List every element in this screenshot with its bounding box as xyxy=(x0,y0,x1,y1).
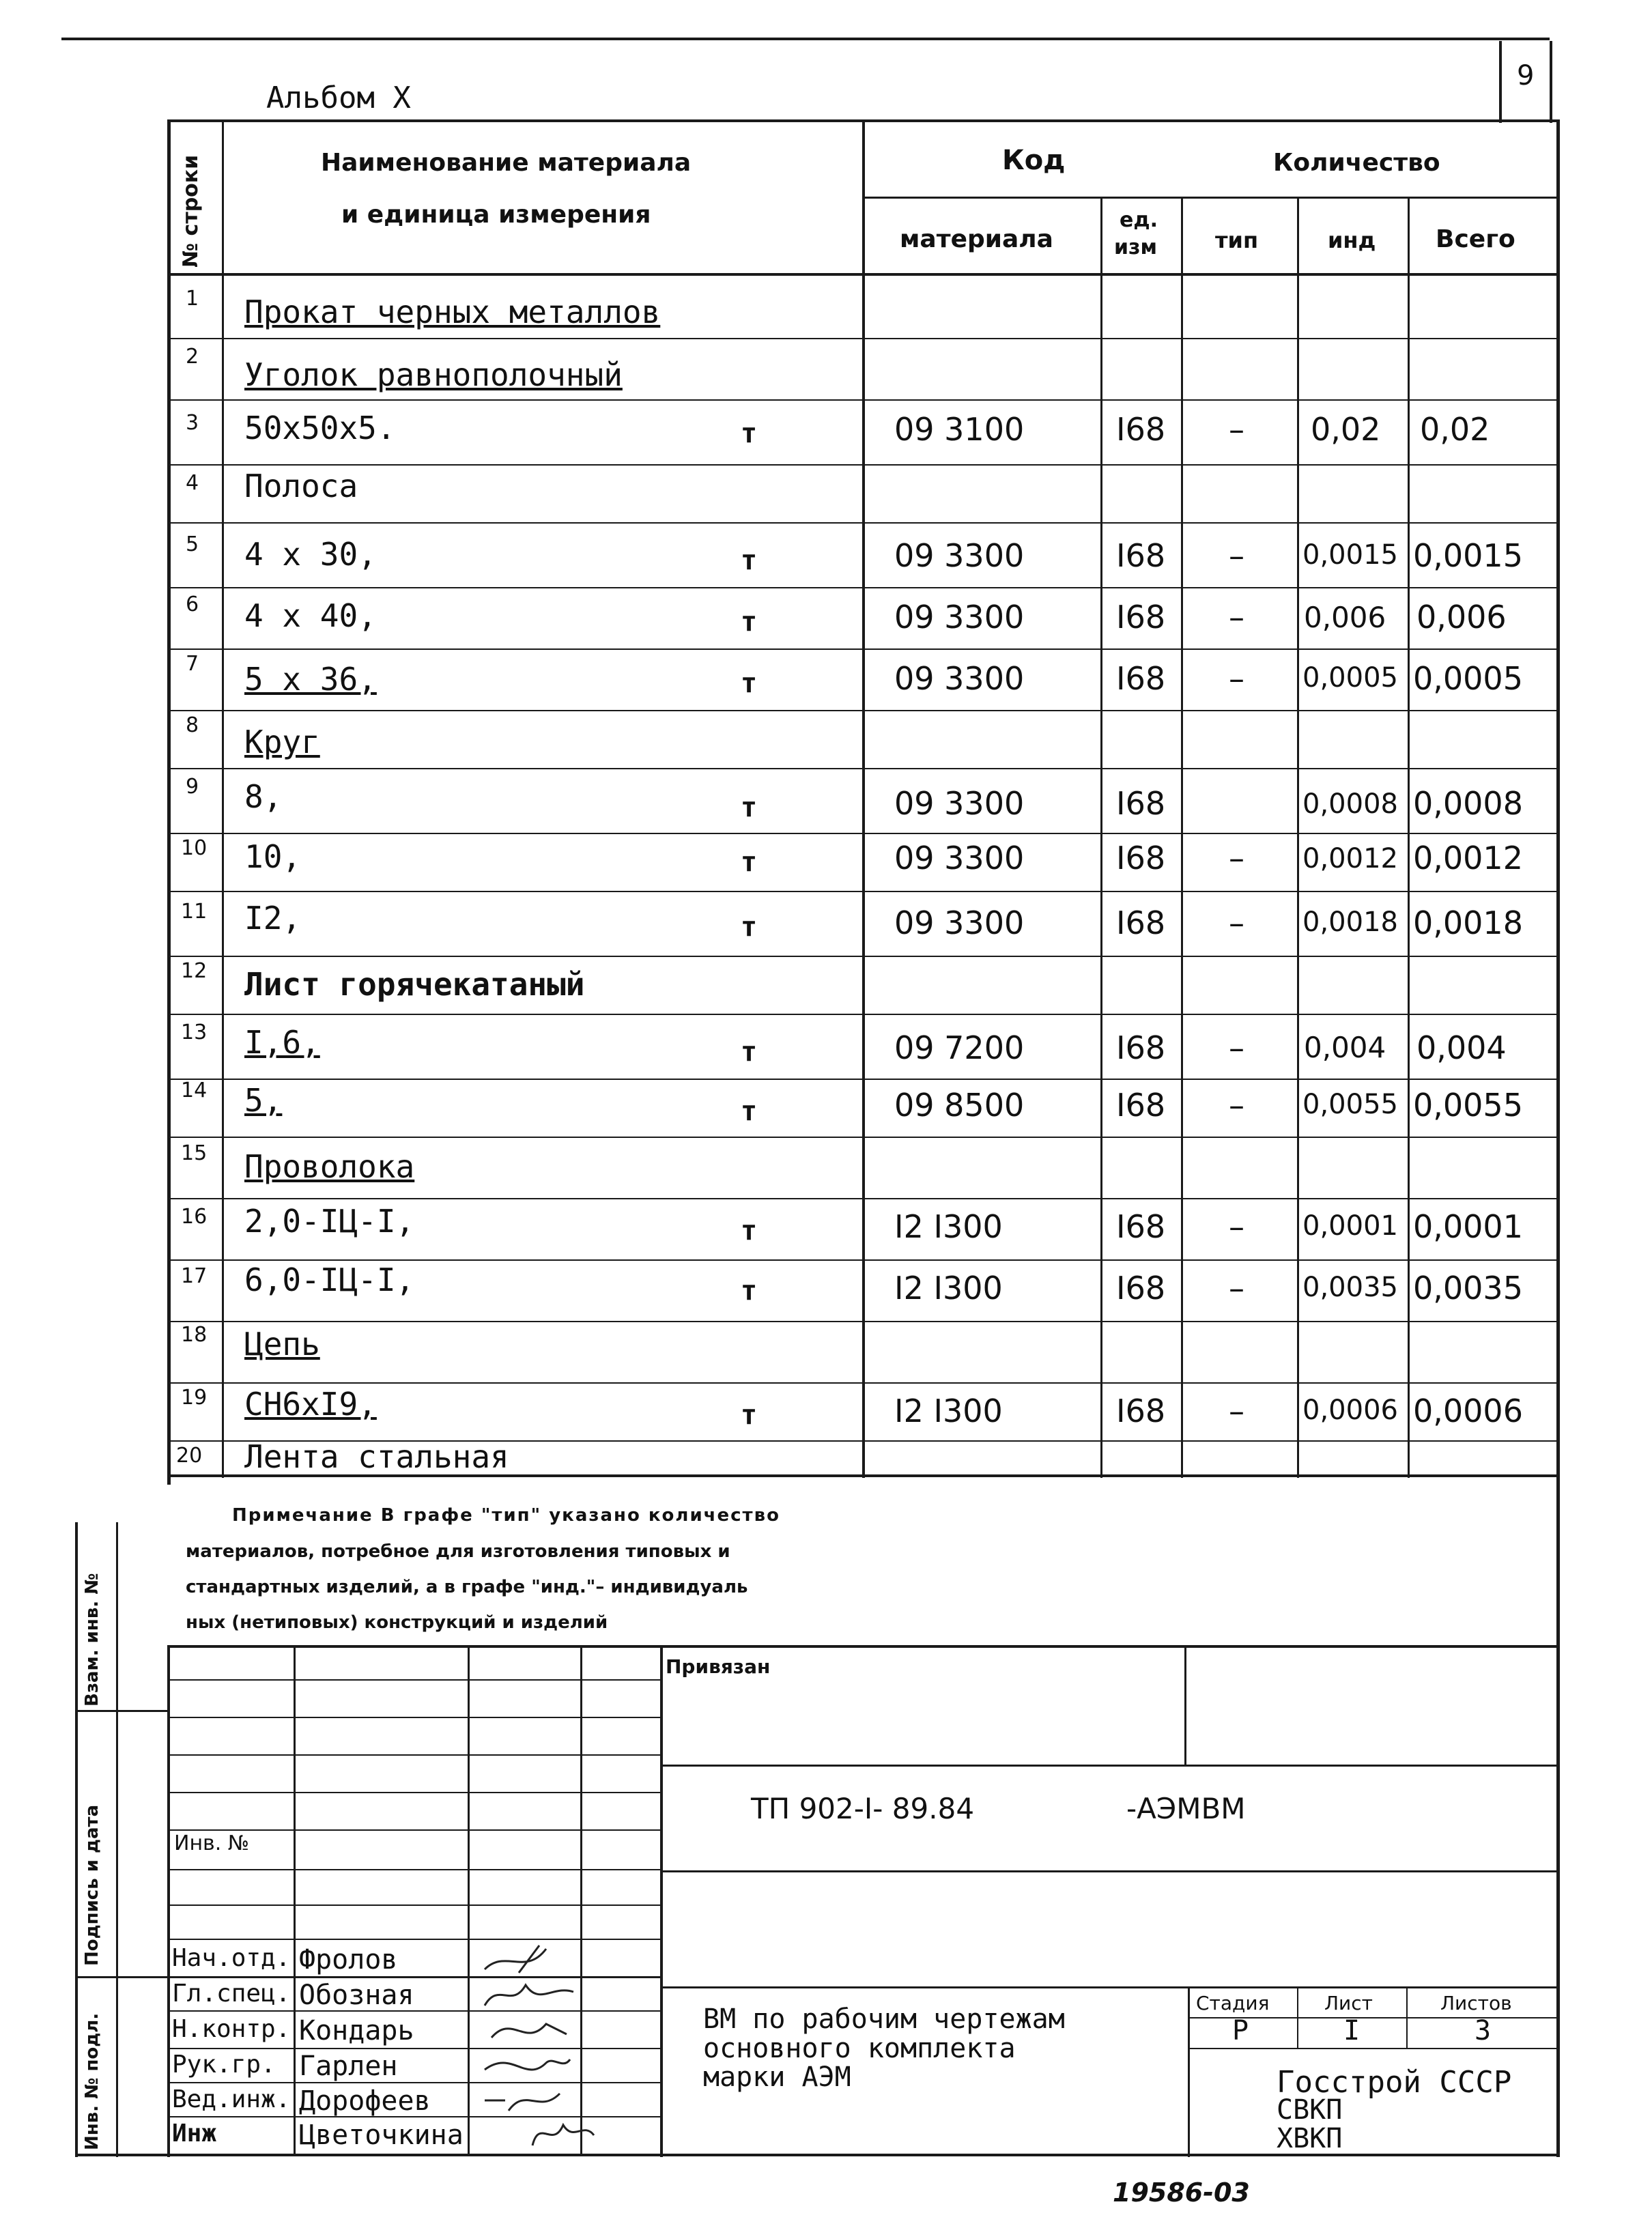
row-number: 5 xyxy=(186,532,199,556)
qty-ind: 0,0055 xyxy=(1302,1089,1398,1120)
signature-mark xyxy=(485,2014,573,2048)
signature-mark xyxy=(526,2115,601,2152)
unit-mark: т xyxy=(741,1096,758,1127)
row-number: 14 xyxy=(181,1079,208,1102)
page-box-right xyxy=(1550,41,1552,123)
row-number: 1 xyxy=(186,287,199,311)
qty-ind: 0,0012 xyxy=(1302,843,1398,874)
uom-code: I68 xyxy=(1116,1270,1166,1307)
unit-mark: т xyxy=(741,1275,758,1307)
qty-typ: – xyxy=(1229,537,1244,574)
note-line: Примечание В графе "тип" указано количество xyxy=(232,1505,780,1526)
unit-mark: т xyxy=(741,545,758,576)
top-border xyxy=(61,38,1550,40)
organization-line: ХВКП xyxy=(1277,2123,1343,2154)
qty-total: 0,0008 xyxy=(1413,785,1523,822)
uom-code: I68 xyxy=(1116,840,1166,876)
qty-ind: 0,0006 xyxy=(1302,1395,1398,1426)
material-name: 2,0-IЦ-I, xyxy=(244,1203,415,1240)
material-name: 6,0-IЦ-I, xyxy=(244,1261,415,1298)
row-number: 10 xyxy=(181,836,208,860)
archive-number: 19586-03 xyxy=(1113,2178,1250,2208)
qty-typ: – xyxy=(1229,660,1244,697)
row-number: 8 xyxy=(186,713,199,737)
unit-mark: т xyxy=(741,911,758,943)
uom-code: I68 xyxy=(1116,1087,1166,1124)
material-name: 50x50x5. xyxy=(244,410,396,446)
qty-total: 0,0001 xyxy=(1413,1208,1523,1245)
material-name: Лента стальная xyxy=(244,1438,509,1475)
material-code: I2 I300 xyxy=(894,1270,1003,1307)
organization-line: СВКП xyxy=(1277,2094,1343,2126)
description-line: основного комплекта xyxy=(703,2033,1016,2064)
side-label-podpis: Подпись и дата xyxy=(82,1804,102,1966)
signer-role: Рук.гр. xyxy=(172,2051,276,2079)
material-name: 5, xyxy=(244,1082,283,1119)
material-name: 8, xyxy=(244,778,283,815)
unit-mark: т xyxy=(741,846,758,878)
signer-role: Гл.спец. xyxy=(172,1980,291,2008)
uom-code: I68 xyxy=(1116,660,1166,697)
side-label-vzam: Взам. инв. № xyxy=(82,1573,102,1707)
material-code: I2 I300 xyxy=(894,1393,1003,1429)
qty-ind: 0,02 xyxy=(1311,411,1381,448)
qty-total: 0,0035 xyxy=(1413,1270,1523,1307)
signer-name: Фролов xyxy=(299,1944,398,1975)
qty-total: 0,0055 xyxy=(1413,1087,1523,1124)
qty-ind: 0,0008 xyxy=(1302,788,1398,820)
sheet-value: I xyxy=(1343,2015,1361,2046)
material-code: 09 3100 xyxy=(894,411,1025,448)
qty-typ: – xyxy=(1229,599,1244,636)
page-box-left xyxy=(1499,41,1502,123)
unit-mark: т xyxy=(741,792,758,823)
qty-typ: – xyxy=(1229,840,1244,876)
sheets-label: Листов xyxy=(1440,1992,1512,2014)
signer-name: Кондарь xyxy=(299,2015,414,2046)
material-name: Круг xyxy=(244,724,320,760)
unit-mark: т xyxy=(741,668,758,699)
unit-mark: т xyxy=(741,1036,758,1068)
signer-role: Нач.отд. xyxy=(172,1944,291,1972)
material-name: Цепь xyxy=(244,1326,320,1362)
signature-mark xyxy=(478,1978,580,2012)
material-code: I2 I300 xyxy=(894,1208,1003,1245)
uom-code: I68 xyxy=(1116,599,1166,636)
material-name: Полоса xyxy=(244,468,358,504)
row-number: 16 xyxy=(181,1205,208,1229)
material-code: 09 8500 xyxy=(894,1087,1025,1124)
signature-mark xyxy=(478,1942,573,1976)
qty-ind: 0,006 xyxy=(1304,601,1386,634)
signer-name: Обозная xyxy=(299,1980,414,2011)
uom-code: I68 xyxy=(1116,1393,1166,1429)
signature-mark xyxy=(478,2049,573,2083)
material-code: 09 3300 xyxy=(894,599,1025,636)
material-name: I2, xyxy=(244,900,302,937)
row-number: 19 xyxy=(181,1386,208,1410)
row-number: 9 xyxy=(186,775,199,799)
signer-name: Дорофеев xyxy=(299,2085,431,2117)
header-name-line1: Наименование материала xyxy=(321,149,692,177)
side-label-inv-podl: Инв. № подл. xyxy=(82,2012,102,2150)
header-code: Код xyxy=(1002,145,1066,176)
row-number: 2 xyxy=(186,345,199,369)
material-name: 5 x 36, xyxy=(244,661,377,698)
signature-mark xyxy=(478,2083,573,2117)
note-line: ных (нетиповых) конструкций и изделий xyxy=(186,1612,608,1633)
qty-ind: 0,0001 xyxy=(1302,1210,1398,1242)
document-suffix: -АЭМВМ xyxy=(1126,1792,1246,1825)
material-code: 09 3300 xyxy=(894,904,1025,941)
row-number: 11 xyxy=(181,900,208,924)
row-number: 7 xyxy=(186,652,199,676)
material-code: 09 7200 xyxy=(894,1029,1025,1066)
qty-typ: – xyxy=(1229,904,1244,941)
material-name: Уголок равнополочный xyxy=(244,356,623,393)
qty-total: 0,0005 xyxy=(1413,660,1523,697)
material-name: CH6xI9, xyxy=(244,1386,377,1423)
row-number: 13 xyxy=(181,1021,208,1044)
row-number: 18 xyxy=(181,1323,208,1347)
material-code: 09 3300 xyxy=(894,537,1025,574)
uom-code: I68 xyxy=(1116,1208,1166,1245)
row-number: 12 xyxy=(181,959,208,983)
sheets-value: 3 xyxy=(1475,2015,1492,2046)
header-name-line2: и единица измерения xyxy=(341,201,651,229)
material-name: 4 x 30, xyxy=(244,536,377,573)
material-code: 09 3300 xyxy=(894,660,1025,697)
header-material: материала xyxy=(900,225,1053,253)
description-line: ВМ по рабочим чертежам xyxy=(703,2003,1065,2035)
material-code: 09 3300 xyxy=(894,840,1025,876)
material-name: Прокат черных металлов xyxy=(244,294,661,330)
qty-total: 0,006 xyxy=(1416,599,1507,636)
description-line: марки АЭМ xyxy=(703,2061,851,2093)
qty-total: 0,02 xyxy=(1420,411,1490,448)
qty-ind: 0,0015 xyxy=(1302,539,1398,571)
header-unit-1: ед. xyxy=(1120,208,1158,232)
note-line: стандартных изделий, а в графе "инд."– индивидуаль xyxy=(186,1577,748,1597)
header-row-no: № строки xyxy=(179,154,203,268)
unit-mark: т xyxy=(741,1399,758,1431)
unit-mark: т xyxy=(741,418,758,449)
stage-value: Р xyxy=(1232,2015,1249,2046)
signer-name: Цветочкина xyxy=(299,2120,464,2151)
row-number: 15 xyxy=(181,1141,208,1165)
uom-code: I68 xyxy=(1116,904,1166,941)
qty-typ: – xyxy=(1229,1087,1244,1124)
qty-total: 0,0006 xyxy=(1413,1393,1523,1429)
header-typ: тип xyxy=(1215,227,1259,253)
qty-total: 0,0012 xyxy=(1413,840,1523,876)
material-name: Проволока xyxy=(244,1148,415,1185)
header-unit-2: изм xyxy=(1114,236,1157,259)
qty-total: 0,0018 xyxy=(1413,904,1523,941)
uom-code: I68 xyxy=(1116,537,1166,574)
row-number: 20 xyxy=(176,1444,203,1468)
header-ind: инд xyxy=(1328,227,1376,253)
signer-name: Гарлен xyxy=(299,2051,398,2082)
qty-typ: – xyxy=(1229,1208,1244,1245)
inv-no-label: Инв. № xyxy=(174,1831,250,1855)
row-number: 17 xyxy=(181,1264,208,1288)
sheet-label: Лист xyxy=(1324,1992,1373,2014)
page-number: 9 xyxy=(1517,60,1535,91)
row-number: 4 xyxy=(186,471,199,495)
material-name: 10, xyxy=(244,838,302,875)
material-name: 4 x 40, xyxy=(244,597,377,634)
qty-ind: 0,0018 xyxy=(1302,907,1398,938)
unit-mark: т xyxy=(741,1215,758,1246)
material-name: Лист горячекатаный xyxy=(244,966,585,1003)
document-code: ТП 902-I- 89.84 xyxy=(751,1792,975,1825)
signer-role: Вед.инж. xyxy=(172,2085,291,2113)
header-total: Всего xyxy=(1436,225,1515,253)
qty-typ: – xyxy=(1229,411,1244,448)
header-quantity: Количество xyxy=(1273,149,1440,177)
signer-role: Инж xyxy=(172,2120,217,2147)
qty-ind: 0,0005 xyxy=(1302,662,1398,694)
qty-ind: 0,0035 xyxy=(1302,1272,1398,1303)
material-code: 09 3300 xyxy=(894,785,1025,822)
album-title: Альбом X xyxy=(266,81,411,115)
unit-mark: т xyxy=(741,606,758,638)
privyazan-label: Привязан xyxy=(666,1655,771,1678)
qty-ind: 0,004 xyxy=(1304,1031,1386,1064)
uom-code: I68 xyxy=(1116,1029,1166,1066)
uom-code: I68 xyxy=(1116,785,1166,822)
organization-line: Госстрой СССР xyxy=(1277,2065,1512,2100)
note-line: материалов, потребное для изготовления типовых и xyxy=(186,1541,730,1562)
row-number: 6 xyxy=(186,593,199,616)
qty-total: 0,004 xyxy=(1416,1029,1507,1066)
qty-typ: – xyxy=(1229,1029,1244,1066)
uom-code: I68 xyxy=(1116,411,1166,448)
qty-typ: – xyxy=(1229,1270,1244,1307)
qty-typ: – xyxy=(1229,1393,1244,1429)
signer-role: Н.контр. xyxy=(172,2015,291,2043)
stage-label: Стадия xyxy=(1196,1992,1270,2014)
row-number: 3 xyxy=(186,411,199,435)
qty-total: 0,0015 xyxy=(1413,537,1523,574)
material-name: I,6, xyxy=(244,1024,320,1061)
